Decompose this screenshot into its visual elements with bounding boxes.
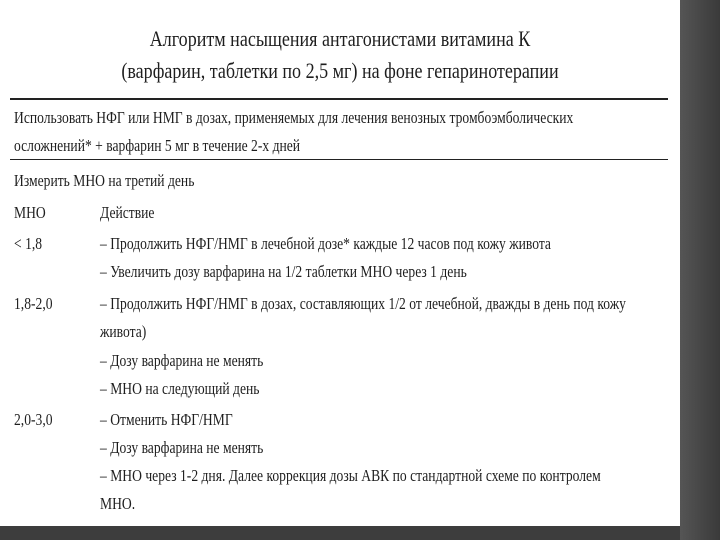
inr-range-2: 1,8-2,0 (14, 294, 53, 313)
action-line: живота) (100, 322, 147, 341)
action-line: – Отменить НФГ/НМГ (100, 410, 233, 429)
action-line: – Увеличить дозу варфарина на 1/2 таблетки МНО через 1 день (100, 262, 467, 281)
slide-side-band (680, 0, 720, 540)
intro-line-2: осложнений* + варфарин 5 мг в течение 2-х дней (14, 136, 301, 155)
column-header-inr: МНО (14, 203, 46, 222)
intro-line-1: Использовать НФГ или НМГ в дозах, применяемых для лечения венозных тромбоэмболических (14, 108, 574, 127)
inr-range-1: < 1,8 (14, 234, 43, 253)
inr-range-3: 2,0-3,0 (14, 410, 53, 429)
title-line-1: Алгоритм насыщения антагонистами витамина К (149, 26, 531, 51)
measure-instruction: Измерить МНО на третий день (14, 171, 195, 190)
action-line: – Продолжить НФГ/НМГ в дозах, составляющих 1/2 от лечебной, дважды в день под кожу (100, 294, 626, 313)
action-line: – Дозу варфарина не менять (100, 438, 264, 457)
action-line: МНО. (100, 494, 136, 513)
intro-rule (10, 159, 668, 160)
top-rule (10, 98, 668, 100)
title-line-2: (варфарин, таблетки по 2,5 мг) на фоне гепаринотерапии (121, 58, 559, 83)
column-header-action: Действие (100, 203, 155, 222)
action-line: – Дозу варфарина не менять (100, 351, 264, 370)
action-line: – Продолжить НФГ/НМГ в лечебной дозе* каждые 12 часов под кожу живота (100, 234, 551, 253)
action-line: – МНО на следующий день (100, 379, 260, 398)
action-line: – МНО через 1-2 дня. Далее коррекция дозы АВК по стандартной схеме по контролем (100, 466, 601, 485)
